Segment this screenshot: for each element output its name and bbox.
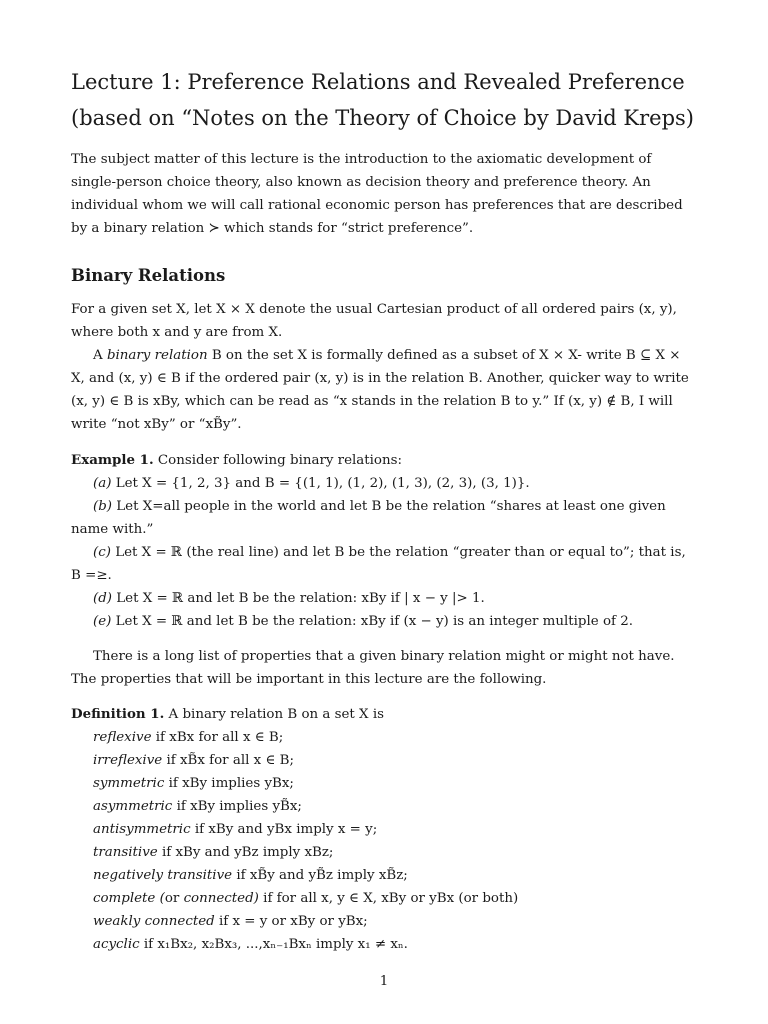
definition-lead: [71, 703, 697, 726]
definition-item: [71, 864, 697, 887]
definition-item: [71, 910, 697, 933]
definition-item: [71, 818, 697, 841]
example-item-tag: (c): [93, 545, 111, 560]
definition-text: if x = y or xBy or yBx;: [214, 914, 368, 929]
definition-item: [71, 726, 697, 749]
definition-item: [71, 841, 697, 864]
example-block: [71, 449, 697, 633]
example-item-tag: (b): [93, 499, 113, 514]
binary-relation-term: binary relation: [106, 348, 208, 363]
definition-term: symmetric: [93, 776, 165, 791]
definition-term: transitive: [93, 845, 158, 860]
example-label: Example 1.: [71, 452, 154, 468]
definition-text: if x₁Bx₂, x₂Bx₃, ...,xₙ₋₁Bxₙ imply x₁ ≠ xₙ.: [139, 937, 408, 952]
definition-term: negatively transitive: [93, 868, 233, 883]
example-item: [71, 495, 697, 541]
definition-item: [71, 772, 697, 795]
definition-item: [71, 749, 697, 772]
definition-text: if xBy and yBz imply xBz;: [157, 845, 334, 860]
definition-term: connected): [183, 891, 259, 906]
binary-p2-start: A: [93, 348, 107, 363]
example-item-text: Let X = ℝ and let B be the relation: xBy if | x − y |> 1.: [112, 591, 485, 606]
example-item: [71, 541, 697, 587]
properties-intro-paragraph: There is a long list of properties that a given binary relation might or might not have. The properties that will be important in this lecture are the following.: [71, 649, 675, 687]
definition-text: if xB̃x for all x ∈ B;: [162, 753, 294, 768]
example-item-tag: (d): [93, 591, 113, 606]
example-lead-text: Consider following binary relations:: [153, 453, 403, 468]
example-item-text: Let X=all people in the world and let B be the relation “shares at least one given name with.”: [71, 499, 666, 537]
example-item: [71, 587, 697, 610]
definition-term: antisymmetric: [93, 822, 191, 837]
example-item-tag: (a): [93, 476, 112, 491]
definition-item: [71, 795, 697, 818]
definition-text: if xBy and yBx imply x = y;: [190, 822, 378, 837]
page-title: Lecture 1: Preference Relations and Revealed Preference (based on “Notes on the Theory of Choice by David Kreps): [71, 70, 694, 130]
binary-relations-section: [71, 298, 697, 436]
example-lead: [71, 449, 697, 472]
definition-label: Definition 1.: [71, 706, 165, 722]
definition-term: acyclic: [93, 937, 140, 952]
example-item: [71, 610, 697, 633]
definition-text: if xBy implies yB̃x;: [172, 799, 302, 814]
binary-paragraph-1: For a given set X, let X × X denote the usual Cartesian product of all ordered pairs (x, y), where both x and y are from X.: [71, 302, 677, 340]
definition-term: weakly connected: [93, 914, 215, 929]
binary-paragraph-2: [71, 344, 697, 436]
definition-text: if xBx for all x ∈ B;: [151, 730, 284, 745]
example-item-tag: (e): [93, 614, 112, 629]
definition-item: [71, 933, 697, 956]
definition-term: asymmetric: [93, 799, 173, 814]
definition-term: complete (: [93, 891, 165, 906]
definition-term: irreflexive: [93, 753, 163, 768]
page-number: 1: [379, 974, 389, 989]
definition-text: if for all x, y ∈ X, xBy or yBx (or both): [258, 891, 519, 906]
example-item-text: Let X = {1, 2, 3} and B = {(1, 1), (1, 2), (1, 3), (2, 3), (3, 1)}.: [111, 476, 530, 491]
section-heading-binary-relations: Binary Relations: [71, 266, 226, 285]
definition-text: if xBy implies yBx;: [164, 776, 294, 791]
definition-text: or: [164, 891, 184, 906]
intro-paragraph: The subject matter of this lecture is the introduction to the axiomatic development of single-person choice theory, also known as decision theory and preference theory. An individual whom we will call rational economic person has preferences that are described by a binary relation ≻ which stands for “strict preference”.: [71, 152, 683, 236]
definition-term: reflexive: [93, 730, 152, 745]
definition-block: [71, 703, 697, 956]
example-item: [71, 472, 697, 495]
definition-lead-text: A binary relation B on a set X is: [164, 707, 385, 722]
definition-item: [71, 887, 697, 910]
binary-p2-rest: B on the set X is formally defined as a subset of X × X- write B ⊆ X × X, and (x, y) ∈ B if the ordered pair (x, y) is in the relation B. Another, quicker way to write (x, y) ∈ B is xBy, which can be read as “x stands in the relation B to y.” If (x, y) ∉ B, I will write “not xBy” or “xB̃y”.: [71, 348, 689, 432]
example-item-text: Let X = ℝ (the real line) and let B be the relation “greater than or equal to”; that is, B =≥.: [71, 545, 686, 583]
example-item-text: Let X = ℝ and let B be the relation: xBy if (x − y) is an integer multiple of 2.: [111, 614, 634, 629]
definition-text: if xB̃y and yB̃z imply xB̃z;: [232, 868, 408, 883]
